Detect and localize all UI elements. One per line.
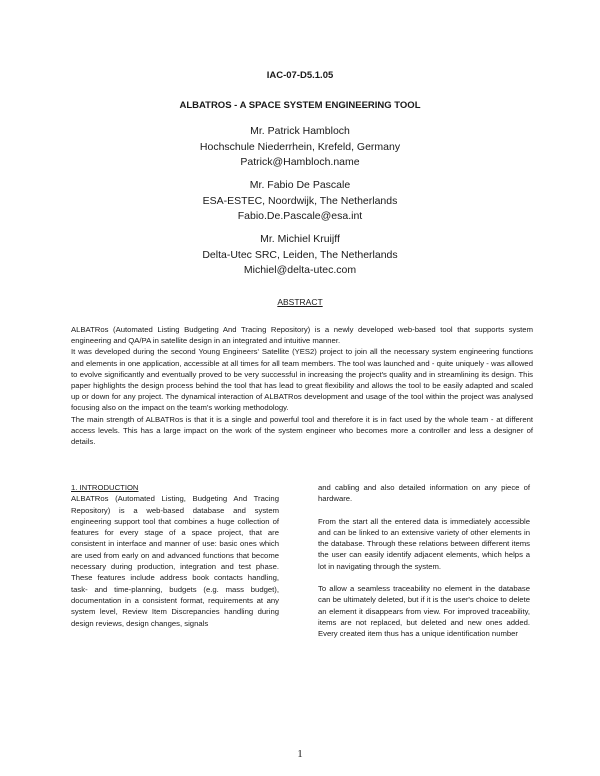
paper-id: IAC-07-D5.1.05: [266, 70, 334, 81]
author-name: Mr. Patrick Hambloch: [250, 125, 350, 137]
author-block-1: [0, 124, 600, 171]
author-email: Patrick@Hambloch.name: [240, 156, 360, 168]
abstract-paragraph: It was developed during the second Young Engineers' Satellite (YES2) project to join all the necessary system engineering functions and elements in one application, accessible at all times for all team members. The tool was launched and - quite uniquely - was allowed to evolve significantly and eventually proved to be very successful in increasing the project's quality and in streamlining its design. This paper highlights the design process behind the tool that has lead to great flexibility and allows the tool to be easily adapted and scaled up or down for any project. The dynamical interaction of ALBATRos development and usage of the tool within the project was analysed focusing also on the impact on the team's working methodology.: [71, 347, 533, 413]
author-affiliation: Delta-Utec SRC, Leiden, The Netherlands: [202, 248, 398, 261]
abstract-paragraph: The main strength of ALBATRos is that it is a single and powerful tool and therefore it is in fact used by the whole team - at different access levels. This has a large impact on the work of the system engineer who becomes more a controller and less a designer of details.: [71, 414, 533, 447]
author-affiliation: ESA-ESTEC, Noordwijk, The Netherlands: [202, 194, 398, 207]
body-paragraph: and cabling and also detailed information on any piece of hardware.: [318, 483, 530, 504]
left-column: [71, 482, 279, 629]
body-paragraph: From the start all the entered data is immediately accessible and can be linked to an extensive variety of other elements in the database. Through these relations between different items the user can easily identify adjacent elements, which helps a lot in navigating through the system.: [318, 516, 530, 571]
author-block-3: [0, 232, 600, 279]
abstract-paragraph: ALBATRos (Automated Listing Budgeting And Tracing Repository) is a newly developed web-based tool that supports system engineering and QA/PA in satellite design in an integrated and intuitive manner.: [71, 325, 533, 346]
abstract-heading: ABSTRACT: [277, 297, 323, 307]
author-name: Mr. Fabio De Pascale: [249, 179, 351, 191]
author-name: Mr. Michiel Kruijff: [260, 233, 340, 245]
right-column: [318, 482, 530, 640]
section-heading-introduction: 1. INTRODUCTION: [71, 483, 139, 492]
author-block-2: [0, 178, 600, 225]
author-email: Fabio.De.Pascale@esa.int: [237, 210, 363, 222]
abstract-body: [71, 324, 533, 447]
page-number: 1: [297, 748, 303, 760]
paper-title: ALBATROS - A SPACE SYSTEM ENGINEERING TOOL: [179, 100, 421, 111]
author-affiliation: Hochschule Niederrhein, Krefeld, Germany: [199, 140, 401, 153]
body-paragraph: ALBATRos (Automated Listing, Budgeting And Tracing Repository) is a web-based database and system engineering support tool that combines a huge collection of features for every stage of a space project, that are consistent in interface and manner of use: basic ones which are used from early on and advanced functions that become necessary during production, integration and test phase. These features include address book contacts handling, task- and time-planning, budgets (e.g. mass budget), documentation in a consistent format, requirements at any system level, Review Item Discrepancies handling during design reviews, design changes, signals: [71, 494, 279, 628]
body-paragraph: To allow a seamless traceability no element in the database can be ultimately deleted, but if it is the user's choice to delete an element it disappears from view. For improved traceability, items are not replaced, but deleted and new ones added. Every created item thus has a unique identification number: [318, 584, 530, 639]
author-email: Michiel@delta-utec.com: [243, 264, 357, 276]
